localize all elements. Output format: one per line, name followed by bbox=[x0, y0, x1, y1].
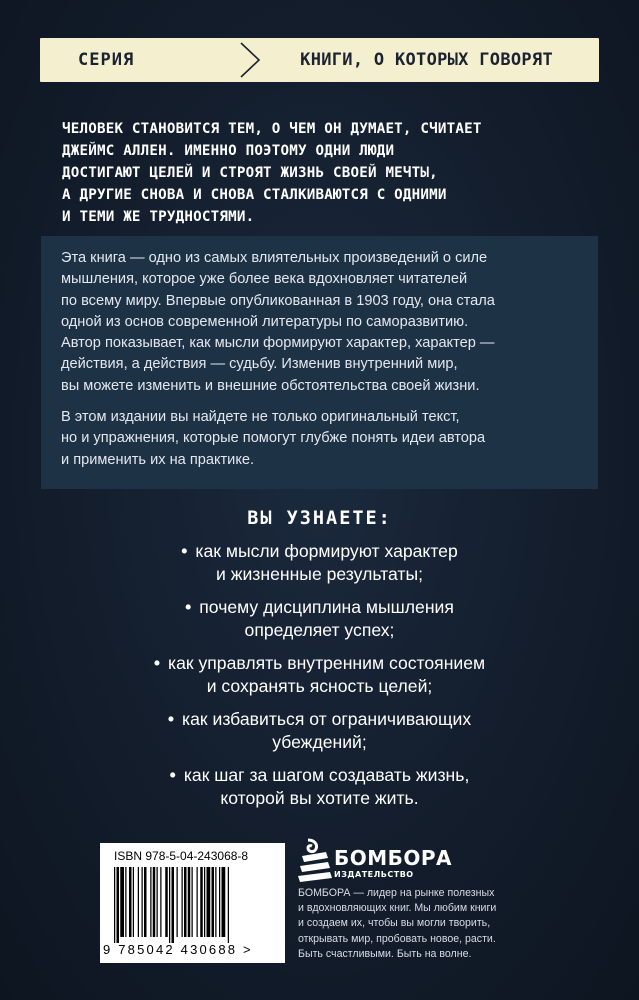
barcode-bar bbox=[129, 867, 132, 937]
publisher-description-line: БОМБОРА — лидер на рынке полезных bbox=[298, 887, 495, 899]
barcode-bar bbox=[157, 867, 158, 937]
bullet: • bbox=[153, 653, 161, 673]
barcode-bar bbox=[120, 867, 124, 937]
description-line: Эта книга — одно из самых влиятельных произведений о силе bbox=[61, 250, 488, 266]
publisher-description-line: и вдохновляющих книг. Мы любим книги bbox=[298, 902, 497, 915]
barcode-bar bbox=[153, 867, 156, 937]
barcode-bar bbox=[228, 867, 229, 943]
barcode-bar bbox=[222, 867, 226, 937]
bombora-wave-logo-icon bbox=[298, 838, 332, 884]
learn-item-line: и жизненные результаты; bbox=[215, 563, 423, 584]
learn-item bbox=[0, 764, 639, 809]
barcode-bar bbox=[114, 867, 115, 943]
series-banner bbox=[40, 38, 599, 82]
learn-list bbox=[0, 540, 639, 820]
description-paragraph-1 bbox=[61, 248, 584, 397]
barcode-bar bbox=[192, 867, 193, 937]
barcode-bar bbox=[197, 867, 198, 937]
series-name: КНИГИ, О КОТОРЫХ ГОВОРЯТ bbox=[300, 50, 553, 70]
publisher-logo-text: БОМБОРА bbox=[334, 846, 453, 870]
barcode-bar bbox=[212, 867, 215, 937]
learn-item-line: как мысли формируют характер bbox=[195, 541, 458, 561]
barcode-bar bbox=[188, 867, 191, 937]
barcode-bar bbox=[184, 867, 187, 937]
learn-item-line: почему дисциплина мышления bbox=[199, 597, 454, 617]
tagline-line: ЧЕЛОВЕК СТАНОВИТСЯ ТЕМ, О ЧЕМ ОН ДУМАЕТ, СЧИТАЕТ bbox=[62, 121, 482, 137]
bullet: • bbox=[167, 709, 175, 729]
isbn-text: ISBN 978-5-04-243068-8 bbox=[114, 849, 249, 863]
barcode-bar bbox=[172, 867, 175, 943]
barcode-bar bbox=[142, 867, 143, 937]
barcode-digits: 9 785042 430688 > bbox=[103, 942, 253, 957]
barcode-icon bbox=[114, 867, 274, 943]
learn-item-line: которой вы хотите жить. bbox=[220, 787, 419, 808]
bullet: • bbox=[185, 597, 192, 617]
description-paragraph-2 bbox=[61, 407, 584, 471]
publisher-subtitle: ИЗДАТЕЛЬСТВО bbox=[334, 870, 414, 879]
learn-item-line: определяет успех; bbox=[244, 619, 395, 640]
barcode-bar bbox=[204, 867, 205, 937]
learn-heading: ВЫ УЗНАЕТЕ: bbox=[247, 508, 392, 529]
learn-item bbox=[0, 596, 639, 641]
series-label: СЕРИЯ bbox=[78, 50, 135, 70]
learn-item bbox=[0, 652, 639, 697]
description-line: одной из основ современной литературы по саморазвитию. bbox=[61, 313, 469, 330]
description-line: и применить их на практике. bbox=[61, 451, 255, 468]
barcode-bar bbox=[160, 867, 161, 937]
barcode-bar bbox=[133, 867, 134, 937]
description-line: В этом издании вы найдете не только оригинальный текст, bbox=[61, 409, 460, 426]
barcode-bar bbox=[169, 867, 170, 943]
publisher-description-line: и создаем их, чтобы вы могли творить, bbox=[298, 917, 491, 930]
barcode-bar bbox=[207, 867, 211, 937]
learn-item-line: и сохранять ясность целей; bbox=[206, 675, 433, 696]
bullet: • bbox=[181, 541, 188, 561]
learn-item-line: убеждений; bbox=[272, 731, 367, 752]
tagline-line: ДЖЕЙМС АЛЛЕН. ИМЕННО ПОЭТОМУ ОДНИ ЛЮДИ bbox=[62, 143, 395, 159]
barcode-bar bbox=[165, 867, 168, 937]
tagline-line: А ДРУГИЕ СНОВА И СНОВА СТАЛКИВАЮТСЯ С ОДНИМИ bbox=[62, 187, 447, 203]
description-line: мышления, которое уже более века вдохновляет читателей bbox=[61, 271, 468, 288]
barcode-bar bbox=[117, 867, 120, 943]
learn-item-line: как избавиться от ограничивающих bbox=[182, 709, 472, 729]
learn-item bbox=[0, 708, 639, 753]
description-line: Автор показывает, как мысли формируют характер, характер — bbox=[61, 335, 495, 352]
description-line: вы можете изменить и внешние обстоятельства своей жизни. bbox=[61, 377, 480, 394]
barcode-bar bbox=[177, 867, 178, 937]
learn-item bbox=[0, 540, 639, 585]
description-line: действия, а действия — судьбу. Изменив внутренний мир, bbox=[61, 356, 458, 373]
barcode-bar bbox=[144, 867, 147, 937]
chevron-right-icon bbox=[237, 40, 263, 80]
bullet: • bbox=[169, 765, 176, 785]
publisher-description bbox=[298, 886, 608, 962]
barcode-bar bbox=[219, 867, 220, 937]
learn-item-line: как управлять внутренним состоянием bbox=[168, 653, 486, 673]
publisher-description-line: Быть счастливыми. Быть на волне. bbox=[298, 947, 472, 960]
description-line: по всему миру. Впервые опубликованная в 1903 году, она стала bbox=[61, 292, 495, 309]
barcode-bar bbox=[150, 867, 151, 937]
tagline-line: ДОСТИГАЮТ ЦЕЛЕЙ И СТРОЯТ ЖИЗНЬ СВОЕЙ МЕЧТЫ, bbox=[62, 165, 438, 181]
barcode-bar bbox=[215, 867, 216, 937]
barcode-bar bbox=[125, 867, 126, 937]
tagline-line: И ТЕМИ ЖЕ ТРУДНОСТЯМИ. bbox=[62, 209, 255, 225]
barcode-bar bbox=[138, 867, 139, 937]
description-line: но и упражнения, которые помогут глубже понять идеи автора bbox=[61, 430, 486, 447]
publisher-description-line: открывать мир, пробовать новое, расти. bbox=[298, 932, 496, 945]
learn-item-line: как шаг за шагом создавать жизнь, bbox=[183, 765, 470, 785]
barcode-box bbox=[100, 843, 285, 963]
barcode-bar bbox=[182, 867, 183, 937]
description-box bbox=[41, 236, 598, 489]
tagline bbox=[62, 118, 602, 228]
barcode-bar bbox=[200, 867, 203, 937]
